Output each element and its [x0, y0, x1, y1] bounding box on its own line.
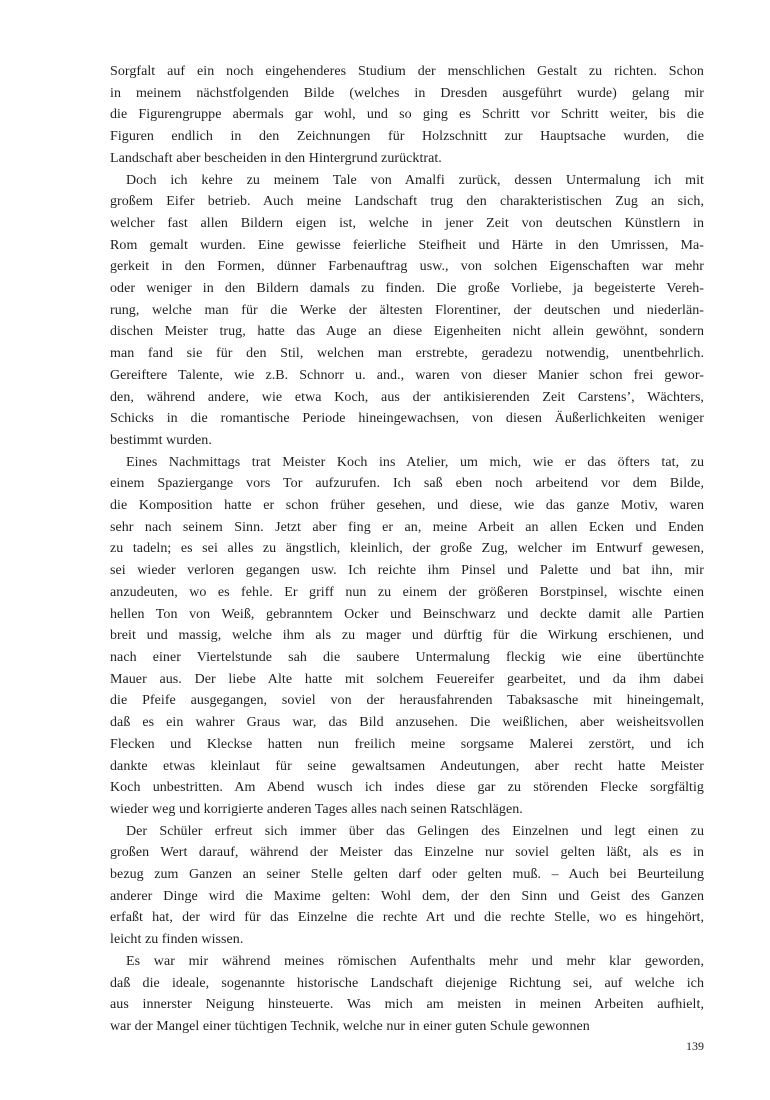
text-line: man fand sie für den Stil, welchen man erstrebte, geradezu notwendig, unentbehrlich.	[110, 346, 704, 362]
body-text	[110, 61, 704, 1038]
text-line: Koch unbestritten. Am Abend wusch ich indes diese gar zu störenden Flecke sorgfältig	[110, 780, 704, 796]
page-number: 139	[686, 1039, 704, 1053]
text-line: in meinem nächstfolgenden Bilde (welches in Dresden ausgeführt wurde) gelang mir	[110, 85, 704, 101]
text-line: bestimmt wurden.	[110, 432, 212, 448]
text-line: Eines Nachmittags trat Meister Koch ins Atelier, um mich, wie er das öfters tat, zu	[126, 454, 704, 470]
paragraph	[110, 821, 704, 951]
text-line: die Figurengruppe abermals gar wohl, und so ging es Schritt vor Schritt weiter, bis die	[110, 107, 704, 123]
text-line: Gereiftere Talente, wie z.B. Schnorr u. and., waren von dieser Manier schon frei gewor-	[110, 367, 704, 383]
text-line: den, während andere, wie etwa Koch, aus der antikisierenden Zeit Carstens’, Wächters,	[110, 389, 704, 405]
paragraph	[110, 951, 704, 1038]
text-line: großen Wert darauf, während der Meister das Einzelne nur soviel gelten läßt, als es in	[110, 845, 704, 861]
paragraph	[110, 61, 704, 170]
text-line: gerkeit in den Formen, dünner Farbenauftrag usw., von solchen Eigenschaften war mehr	[110, 259, 704, 275]
text-line: daß es ein wahrer Graus war, das Bild anzusehen. Die weißlichen, aber weisheitsvollen	[110, 715, 704, 731]
text-line: aus innerster Neigung hinsteuerte. Was mich am meisten in meinen Arbeiten aufhielt,	[110, 997, 704, 1013]
text-line: sei wieder verloren gegangen usw. Ich reichte ihm Pinsel und Palette und bat ihn, mir	[110, 563, 704, 579]
text-line: dankte etwas kleinlaut für seine gewaltsamen Andeutungen, aber recht hatte Meister	[110, 758, 704, 774]
text-line: Schicks in die romantische Periode hineingewachsen, von diesen Äußerlichkeiten weniger	[110, 411, 704, 427]
text-line: rung, welche man für die Werke der ältesten Florentiner, der deutschen und niederlän-	[110, 302, 704, 318]
text-line: Mauer aus. Der liebe Alte hatte mit solchem Feuereifer gearbeitet, und da ihm dabei	[110, 671, 704, 687]
text-line: bezug zum Ganzen an seiner Stelle gelten darf oder gelten muß. – Auch bei Beurteilung	[110, 867, 704, 883]
text-line: anderer Dinge wird die Maxime gelten: Wohl dem, der den Sinn und Geist des Ganzen	[110, 888, 704, 904]
text-line: zu tadeln; es sei alles zu ängstlich, kleinlich, der große Zug, welcher im Entwurf gewesen,	[110, 541, 704, 557]
text-line: die Pfeife ausgegangen, soviel von der herausfahrenden Tabaksasche mit hineingemalt,	[110, 693, 704, 709]
text-line: großem Eifer betrieb. Auch meine Landschaft trug den charakteristischen Zug an sich,	[110, 194, 704, 210]
paragraph	[110, 170, 704, 452]
text-line: Figuren endlich in den Zeichnungen für Holzschnitt zur Hauptsache wurden, die	[110, 129, 704, 145]
text-line: dischen Meister trug, hatte das Auge an diese Eigenheiten nicht allein gewöhnt, sondern	[110, 324, 704, 340]
text-line: leicht zu finden wissen.	[110, 932, 244, 948]
text-line: Rom gemalt wurden. Eine gewisse feierliche Steifheit und Härte in den Umrissen, Ma-	[110, 237, 704, 253]
text-line: Flecken und Kleckse hatten nun freilich meine sorgsame Malerei zerstört, und ich	[110, 736, 704, 752]
text-line: einem Spaziergange vors Tor aufzurufen. Ich saß eben noch arbeitend vor dem Bilde,	[110, 476, 704, 492]
text-line: Der Schüler erfreut sich immer über das Gelingen des Einzelnen und legt einen zu	[126, 823, 704, 839]
text-line: hellen Ton von Weiß, gebranntem Ocker und Beinschwarz und deckte damit alle Partien	[110, 606, 704, 622]
text-line: Sorgfalt auf ein noch eingehenderes Studium der menschlichen Gestalt zu richten. Schon	[110, 64, 704, 79]
text-line: nach einer Viertelstunde sah die saubere Untermalung fleckig wie eine übertünchte	[110, 649, 704, 665]
text-line: die Komposition hatte er schon früher gesehen, und diese, wie das ganze Motiv, waren	[110, 498, 704, 514]
text-line: war der Mangel einer tüchtigen Technik, welche nur in einer guten Schule gewonnen	[110, 1018, 590, 1034]
text-line: wieder weg und korrigierte anderen Tages alles nach seinen Ratschlägen.	[110, 801, 523, 817]
text-line: daß die ideale, sogenannte historische Landschaft diejenige Richtung sei, auf welche ich	[110, 975, 704, 991]
text-line: breit und massig, welche ihm als zu mager und dürftig für die Wirkung erschienen, und	[110, 628, 704, 644]
text-line: welcher fast allen Bildern eigen ist, welche in jener Zeit von deutschen Künstlern in	[110, 215, 704, 231]
paragraph	[110, 452, 704, 821]
text-line: Es war mir während meines römischen Aufenthalts mehr und mehr klar geworden,	[126, 953, 704, 969]
text-line: oder weniger in den Bildern damals zu finden. Die große Vorliebe, ja begeisterte Vereh-	[110, 281, 704, 297]
text-line: anzudeuten, wo es fehle. Er griff nun zu einem der größeren Borstpinsel, wischte einen	[110, 584, 704, 600]
text-line: erfaßt hat, der wird für das Einzelne die rechte Art und die rechte Stelle, wo es hingehört,	[110, 910, 704, 926]
text-line: Doch ich kehre zu meinem Tale von Amalfi zurück, dessen Untermalung ich mit	[126, 172, 704, 188]
text-line: Landschaft aber bescheiden in den Hintergrund zurücktrat.	[110, 150, 442, 166]
text-line: sehr nach seinem Sinn. Jetzt aber fing er an, meine Arbeit an allen Ecken und Enden	[110, 519, 704, 535]
